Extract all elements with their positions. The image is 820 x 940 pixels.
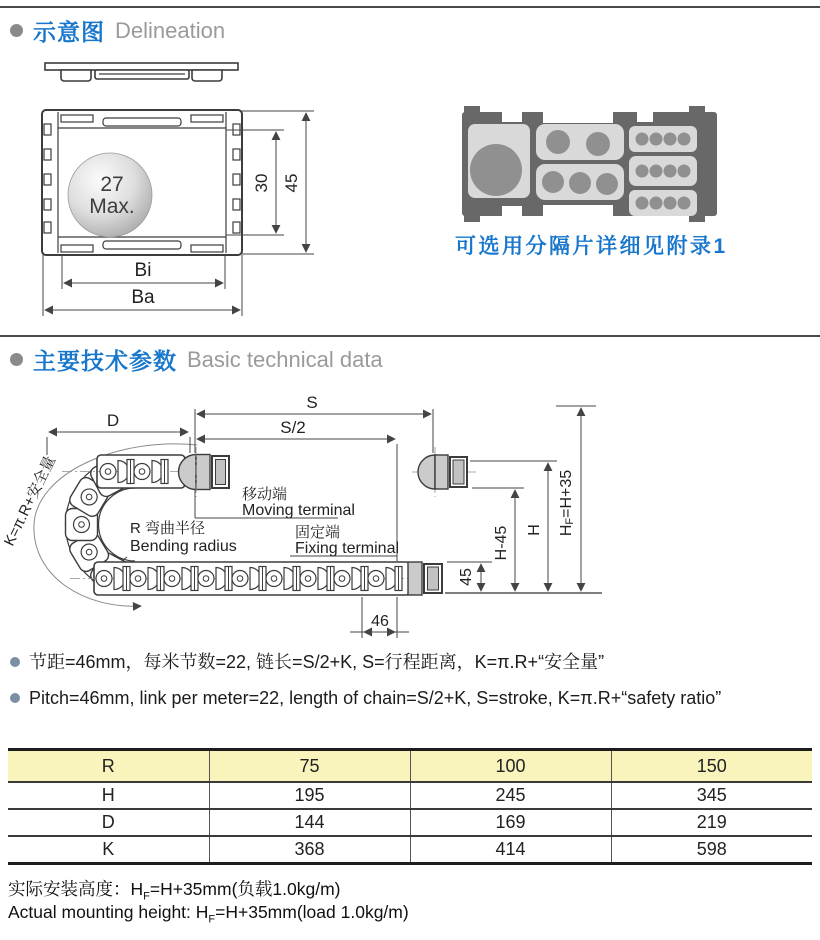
fixing-terminal-label [290,524,399,557]
lid-profile [45,63,238,81]
table-cell: 169 [410,809,611,836]
dim-45-height [447,562,492,591]
dim-bi-label: Bi [134,260,152,281]
bullet-icon [10,693,20,703]
dim-h [470,461,557,591]
section2-title-zh: 主要技术参数 [33,348,177,374]
bending-radius-en: Bending radius [130,538,237,555]
bullet-icon [10,24,23,37]
table-cell: 345 [611,782,812,809]
section1-header [10,14,225,47]
fixing-terminal [408,562,442,595]
dim-d-label: D [106,411,120,430]
section1-title-en: Delineation [115,17,226,43]
moving-end-detail [412,447,476,497]
table-cell: 144 [209,809,410,836]
dim-d [47,411,190,455]
moving-terminal-en: Moving terminal [242,502,355,519]
moving-terminal [179,447,229,497]
chain-lower-run [70,562,420,595]
section2-title-en: Basic technical data [187,346,383,372]
dim-ba-label: Ba [131,287,155,308]
bullet-icon [10,657,20,667]
hf-sub: F [564,517,577,525]
table-cell: 414 [410,836,611,864]
cross-section-diagram [15,52,365,342]
bending-radius-label [130,520,237,555]
footer-en-sub: F [208,913,216,926]
footer-zh [8,876,340,903]
dim-45-height-label: 45 [458,568,475,586]
separator-caption: 可选用分隔片详细见附录1 [455,235,728,258]
table-cell: K [8,836,209,864]
chain-layout-diagram [0,385,820,647]
bullet-icon [10,353,23,366]
dim-30-label: 30 [252,173,271,193]
moving-terminal-label [195,486,355,519]
table-cell: D [8,809,209,836]
dim-s-label: S [306,393,318,412]
table-cell: 219 [611,809,812,836]
fixing-terminal-en: Fixing terminal [295,540,400,557]
moving-terminal-zh: 移动端 [242,486,288,503]
note-zh-text: 节距=46mm，每米节数=22, 链长=S/2+K, S=行程距离，K=π.R+“安全量” [29,652,605,672]
table-header-cell: 150 [611,750,812,783]
separator-illustration [452,106,722,226]
footer-en-pre: Actual mounting height: H [8,902,209,922]
table-header-cell: R [8,750,209,783]
section1-title-zh: 示意图 [33,19,105,45]
table-row [8,809,812,836]
table-row [8,782,812,809]
max-cable-ball [68,153,152,237]
ball-max-label: Max. [89,195,135,218]
dim-hf-label [558,470,576,536]
dim-46-pitch [350,597,409,638]
table-cell: 598 [611,836,812,864]
dim-46-label: 46 [371,613,389,630]
table-header-row [8,750,812,783]
note-zh [10,652,604,673]
dim-45-label: 45 [282,173,301,193]
ball-diameter-label: 27 [100,173,124,196]
footer-en-post: =H+35mm(load 1.0kg/m) [215,902,409,922]
table-cell: 195 [209,782,410,809]
table-cell: H [8,782,209,809]
dim-bi [62,255,225,289]
dim-h45 [472,488,524,591]
dim-hf [556,406,596,591]
section2-header [10,343,383,376]
table-header-cell: 75 [209,750,410,783]
footer-zh-post: =H+35mm(负载1.0kg/m) [149,879,341,899]
k-formula-label: K=π.R+安全量 [0,453,60,549]
dim-s-half-label: S/2 [280,418,306,437]
bending-radius-zh: R 弯曲半径 [130,520,206,537]
table-header-cell: 100 [410,750,611,783]
hf-post: =H+35 [558,469,575,518]
mid-rule [0,335,820,337]
fixing-terminal-zh: 固定端 [295,524,341,541]
dim-h45-label: H-45 [493,525,510,561]
spec-table [8,748,812,865]
footer-zh-pre: 实际安装高度：H [8,879,144,899]
hf-pre: H [558,524,575,537]
top-rule [0,6,820,8]
table-cell: 368 [209,836,410,864]
note-en [10,688,721,709]
dim-h-label: H [526,524,543,536]
table-row [8,836,812,864]
table-cell: 245 [410,782,611,809]
note-en-text: Pitch=46mm, link per meter=22, length of chain=S/2+K, S=stroke, K=π.R+“safety ratio” [29,688,722,708]
footer-en [8,902,409,926]
footer-zh-sub: F [143,890,150,903]
